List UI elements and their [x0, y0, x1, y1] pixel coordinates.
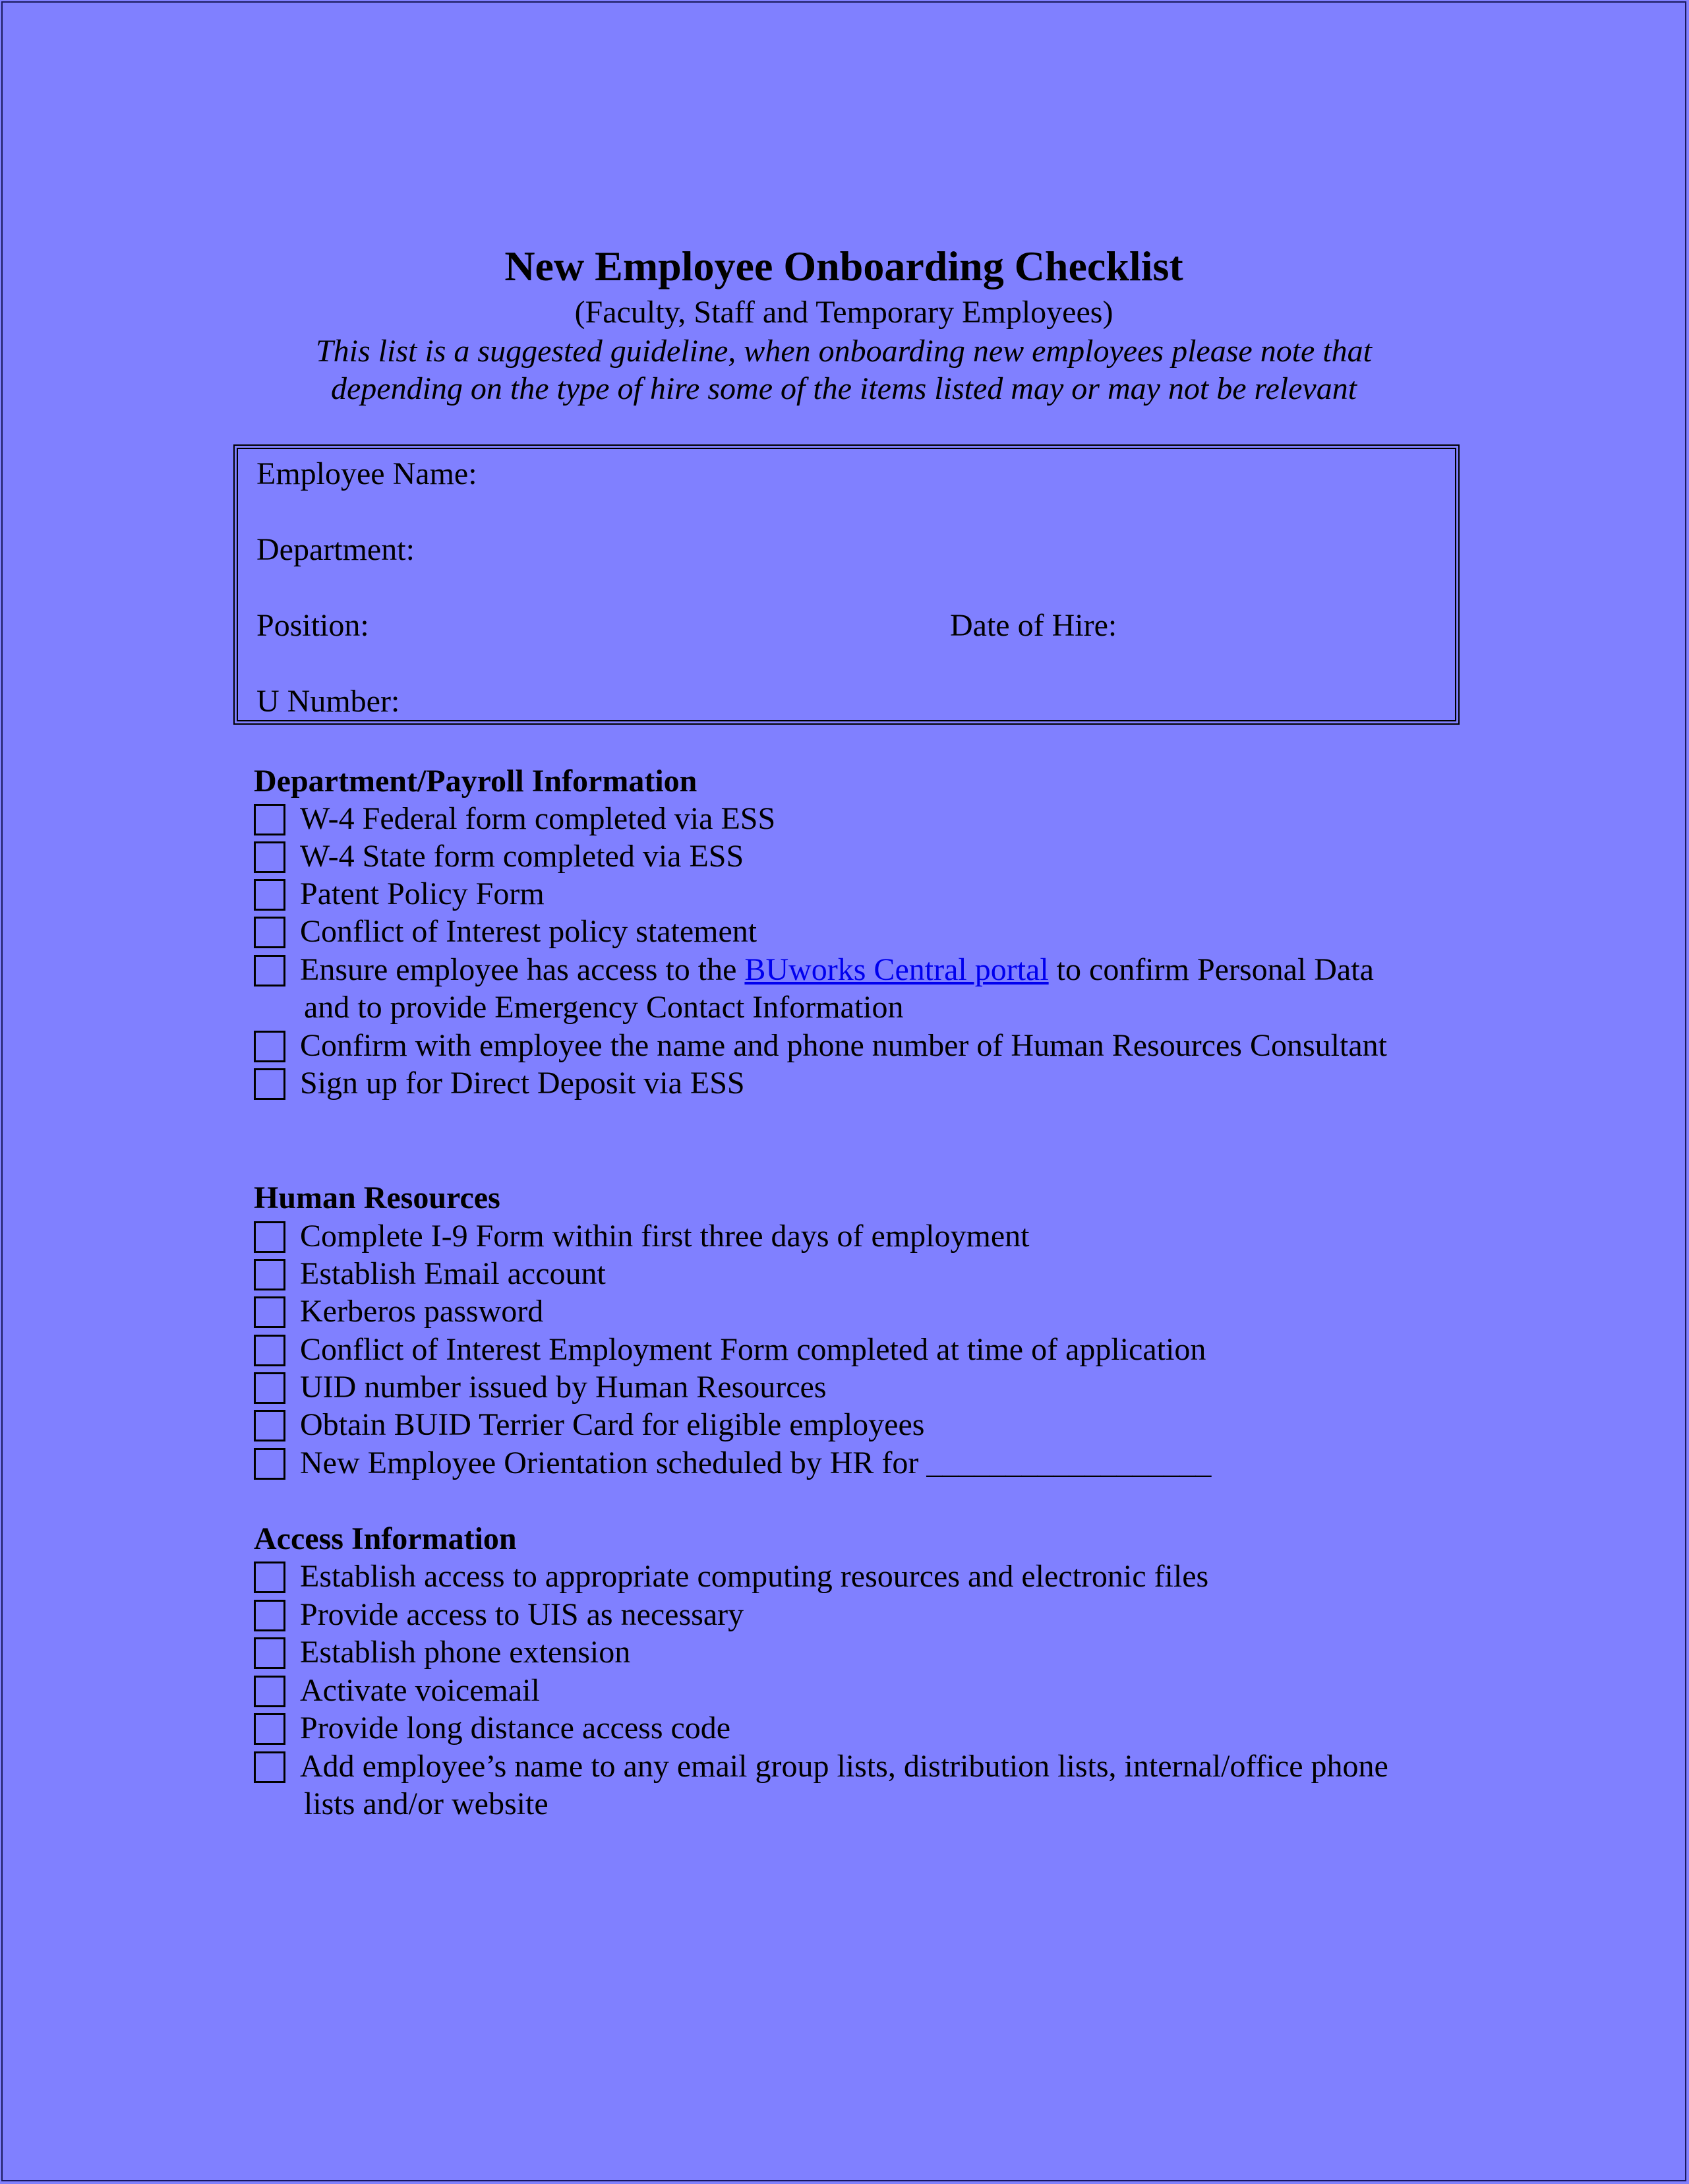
checkbox[interactable]	[254, 1068, 285, 1100]
checklist-item-label: Provide access to UIS as necessary	[300, 1597, 744, 1632]
checklist-item-label: Activate voicemail	[300, 1673, 540, 1708]
checkbox[interactable]	[254, 841, 285, 873]
checkbox[interactable]	[254, 1031, 285, 1062]
checklist-item-label	[300, 951, 1374, 988]
employee-name-label[interactable]: Employee Name:	[256, 456, 477, 491]
buworks-portal-link[interactable]: BUworks Central portal	[744, 952, 1049, 987]
checklist-item-label: Establish access to appropriate computing resources and electronic files	[300, 1559, 1209, 1594]
portal-text-before: Ensure employee has access to the	[300, 952, 745, 987]
checklist-item-label: Confirm with employee the name and phone number of Human Resources Consultant	[300, 1028, 1387, 1063]
checklist-item-label: Conflict of Interest policy statement	[300, 914, 757, 949]
checkbox[interactable]	[254, 879, 285, 911]
department-label[interactable]: Department:	[256, 532, 415, 567]
checkbox[interactable]	[254, 1372, 285, 1404]
checkbox[interactable]	[254, 1259, 285, 1290]
checkbox[interactable]	[254, 1637, 285, 1669]
checkbox[interactable]	[254, 1676, 285, 1707]
u-number-label[interactable]: U Number:	[256, 684, 400, 719]
employee-info-box	[233, 444, 1460, 725]
checkbox[interactable]	[254, 1562, 285, 1593]
checklist-item-label: W-4 State form completed via ESS	[300, 839, 744, 874]
page-subtitle: (Faculty, Staff and Temporary Employees)	[574, 295, 1113, 330]
checkbox[interactable]	[254, 917, 285, 948]
position-label[interactable]: Position:	[256, 608, 369, 643]
checkbox[interactable]	[254, 1296, 285, 1328]
checkbox[interactable]	[254, 1410, 285, 1441]
checklist-item-label: Patent Policy Form	[300, 876, 545, 911]
document-header	[3, 240, 1685, 408]
checkbox[interactable]	[254, 1751, 285, 1783]
checklist-item-label: Establish phone extension	[300, 1635, 631, 1670]
checklist-item-label: Complete I-9 Form within first three days of employment	[300, 1219, 1030, 1254]
portal-text-after: to confirm Personal Data	[1048, 952, 1374, 987]
access-section-title: Access Information	[254, 1521, 517, 1556]
checklist-item-label: W-4 Federal form completed via ESS	[300, 801, 776, 836]
document-page	[1, 1, 1686, 2181]
checkbox[interactable]	[254, 1600, 285, 1631]
date-of-hire-label[interactable]: Date of Hire:	[950, 608, 1117, 643]
guideline-line-2: depending on the type of hire some of the items listed may or may not be relevant	[330, 371, 1357, 406]
hr-section-title: Human Resources	[254, 1180, 500, 1215]
checkbox[interactable]	[254, 955, 285, 986]
checklist-item-label: Obtain BUID Terrier Card for eligible employees	[300, 1407, 925, 1442]
page-title: New Employee Onboarding Checklist	[504, 243, 1183, 289]
checklist-item-label: UID number issued by Human Resources	[300, 1370, 827, 1405]
checklist-item-label: Kerberos password	[300, 1294, 544, 1329]
checklist-item-label-line2: lists and/or website	[304, 1786, 548, 1821]
checklist-item-label: Sign up for Direct Deposit via ESS	[300, 1066, 745, 1101]
checklist-item-label: New Employee Orientation scheduled by HR for __________________	[300, 1445, 1212, 1480]
checkbox[interactable]	[254, 1448, 285, 1480]
guideline-line-1: This list is a suggested guideline, when onboarding new employees please note that	[315, 334, 1373, 369]
payroll-section-title: Department/Payroll Information	[254, 764, 697, 799]
checkbox[interactable]	[254, 804, 285, 835]
checklist-item-label-line2: and to provide Emergency Contact Information	[304, 990, 904, 1025]
checklist-item-label: Provide long distance access code	[300, 1711, 731, 1745]
checkbox[interactable]	[254, 1335, 285, 1366]
checklist-item-label: Conflict of Interest Employment Form completed at time of application	[300, 1332, 1206, 1367]
checklist-item-label: Establish Email account	[300, 1256, 606, 1291]
checkbox[interactable]	[254, 1713, 285, 1745]
checklist-item-label: Add employee’s name to any email group lists, distribution lists, internal/office phone	[300, 1749, 1388, 1784]
checkbox[interactable]	[254, 1221, 285, 1253]
